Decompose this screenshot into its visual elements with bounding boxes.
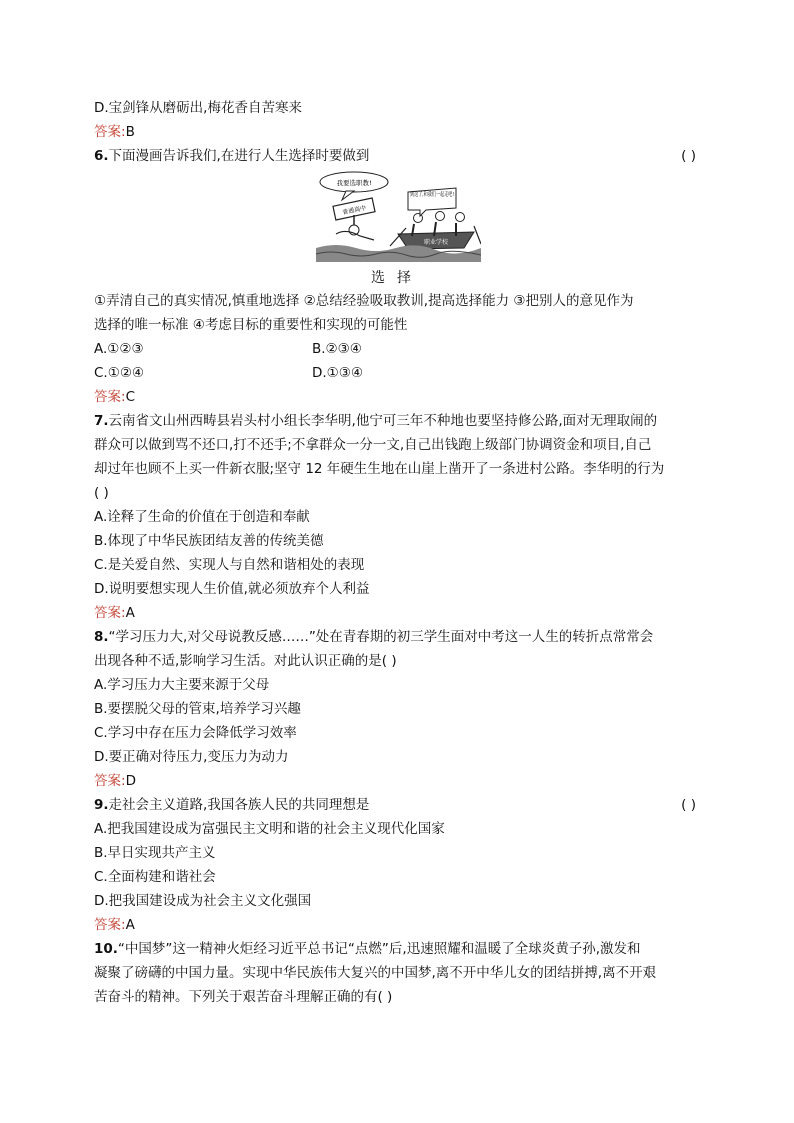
q6-cartoon-caption: 选择 <box>371 270 423 286</box>
q7-line3: 却过年也顾不上买一件新衣服;坚守 12 年硬生生地在山崖上凿开了一条进村公路。李华明的行为 <box>94 461 665 477</box>
q7-option-c: C.是关爱自然、实现人与自然和谐相处的表现 <box>94 557 365 573</box>
q10-line2: 凝聚了磅礴的中国力量。实现中华民族伟大复兴的中国梦,离不开中华儿女的团结拼搏,离不开艰 <box>94 965 657 981</box>
q5-option-d: D.宝剑锋从磨砺出,梅花香自苦寒来 <box>94 100 302 116</box>
q8-line2: 出现各种不适,影响学习生活。对此认识正确的是( ) <box>94 653 397 669</box>
q9-answer <box>94 916 135 934</box>
q6-options-row2 <box>94 364 363 382</box>
question-number: 10. <box>94 941 118 957</box>
question-text: 走社会主义道路,我国各族人民的共同理想是 <box>108 797 370 813</box>
q9-option-c: C.全面构建和谐社会 <box>94 869 216 885</box>
q8-option-d: D.要正确对待压力,变压力为动力 <box>94 749 289 765</box>
answer-label: 答案: <box>94 773 126 789</box>
q10-line1 <box>94 940 640 958</box>
q9-option-d: D.把我国建设成为社会主义文化强国 <box>94 893 312 909</box>
q8-line1 <box>94 628 653 646</box>
q7-answer <box>94 604 135 622</box>
q6-option-a: A.①②③ <box>94 341 144 357</box>
q7-option-a: A.诠释了生命的价值在于创造和奉献 <box>94 509 310 525</box>
question-number: 6. <box>94 148 109 164</box>
q7-option-b: B.体现了中华民族团结友善的传统美德 <box>94 533 324 549</box>
q8-option-a: A.学习压力大主要来源于父母 <box>94 677 270 693</box>
q6-cartoon <box>316 170 481 262</box>
q9-stem <box>94 796 369 814</box>
q5-answer <box>94 123 135 141</box>
question-number: 9. <box>94 797 109 813</box>
q7-option-d: D.说明要想实现人生价值,就必须放弃个人利益 <box>94 581 370 597</box>
q6-statements-line1: ①弄清自己的真实情况,慎重地选择 ②总结经验吸取教训,提高选择能力 ③把别人的意见作为 <box>94 293 634 309</box>
answer-value: D <box>125 773 136 789</box>
question-text: 云南省文山州西畴县岩头村小组长李华明,他宁可三年不种地也要坚持修公路,面对无理取闹的 <box>108 413 658 429</box>
q10-line3: 苦奋斗的精神。下列关于艰苦奋斗理解正确的有( ) <box>94 989 393 1005</box>
q6-answer-paren: ( ) <box>681 148 696 164</box>
question-number: 7. <box>94 413 109 429</box>
question-text: “学习压力大,对父母说教反感……”处在青春期的初三学生面对中考这一人生的转折点常常会 <box>108 629 654 645</box>
answer-label: 答案: <box>94 917 126 933</box>
answer-value: C <box>125 389 135 405</box>
q6-options-row1 <box>94 340 362 358</box>
cartoon-boat-label: 职业学校 <box>423 239 449 246</box>
q6-stem <box>94 147 369 165</box>
q7-line1 <box>94 412 657 430</box>
q9-option-a: A.把我国建设成为富强民主文明和谐的社会主义现代化国家 <box>94 821 445 837</box>
answer-value: A <box>125 605 135 621</box>
q6-option-b: B.②③④ <box>312 341 362 357</box>
q6-option-c: C.①②④ <box>94 365 145 381</box>
question-text: “中国梦”这一精神火炬经习近平总书记“点燃”后,迅速照耀和温暖了全球炎黄子孙,激发和 <box>117 941 641 957</box>
cartoon-bubble-left: 我要选职教! <box>336 179 372 187</box>
q9-option-b: B.早日实现共产主义 <box>94 845 216 861</box>
answer-label: 答案: <box>94 124 126 140</box>
answer-label: 答案: <box>94 389 126 405</box>
cartoon-sign: 普通高中 <box>341 204 367 217</box>
answer-value: B <box>125 124 135 140</box>
question-number: 8. <box>94 629 109 645</box>
q8-option-b: B.要摆脱父母的管束,培养学习兴趣 <box>94 701 301 717</box>
q7-line2: 群众可以做到骂不还口,打不还手;不拿群众一分一文,自己出钱跑上级部门协调资金和项目,自己 <box>94 437 652 453</box>
q7-line4: ( ) <box>94 485 109 501</box>
answer-value: A <box>125 917 135 933</box>
q8-answer <box>94 772 136 790</box>
q6-option-d: D.①③④ <box>312 365 363 381</box>
q6-statements-line2: 选择的唯一标准 ④考虑目标的重要性和实现的可能性 <box>94 317 408 333</box>
q8-option-c: C.学习中存在压力会降低学习效率 <box>94 725 297 741</box>
answer-label: 答案: <box>94 605 126 621</box>
cartoon-bubble-right: 到这了,和我们一起走吧! <box>410 192 469 198</box>
q9-answer-paren: ( ) <box>681 797 696 813</box>
question-text: 下面漫画告诉我们,在进行人生选择时要做到 <box>108 148 370 164</box>
q6-answer <box>94 388 135 406</box>
